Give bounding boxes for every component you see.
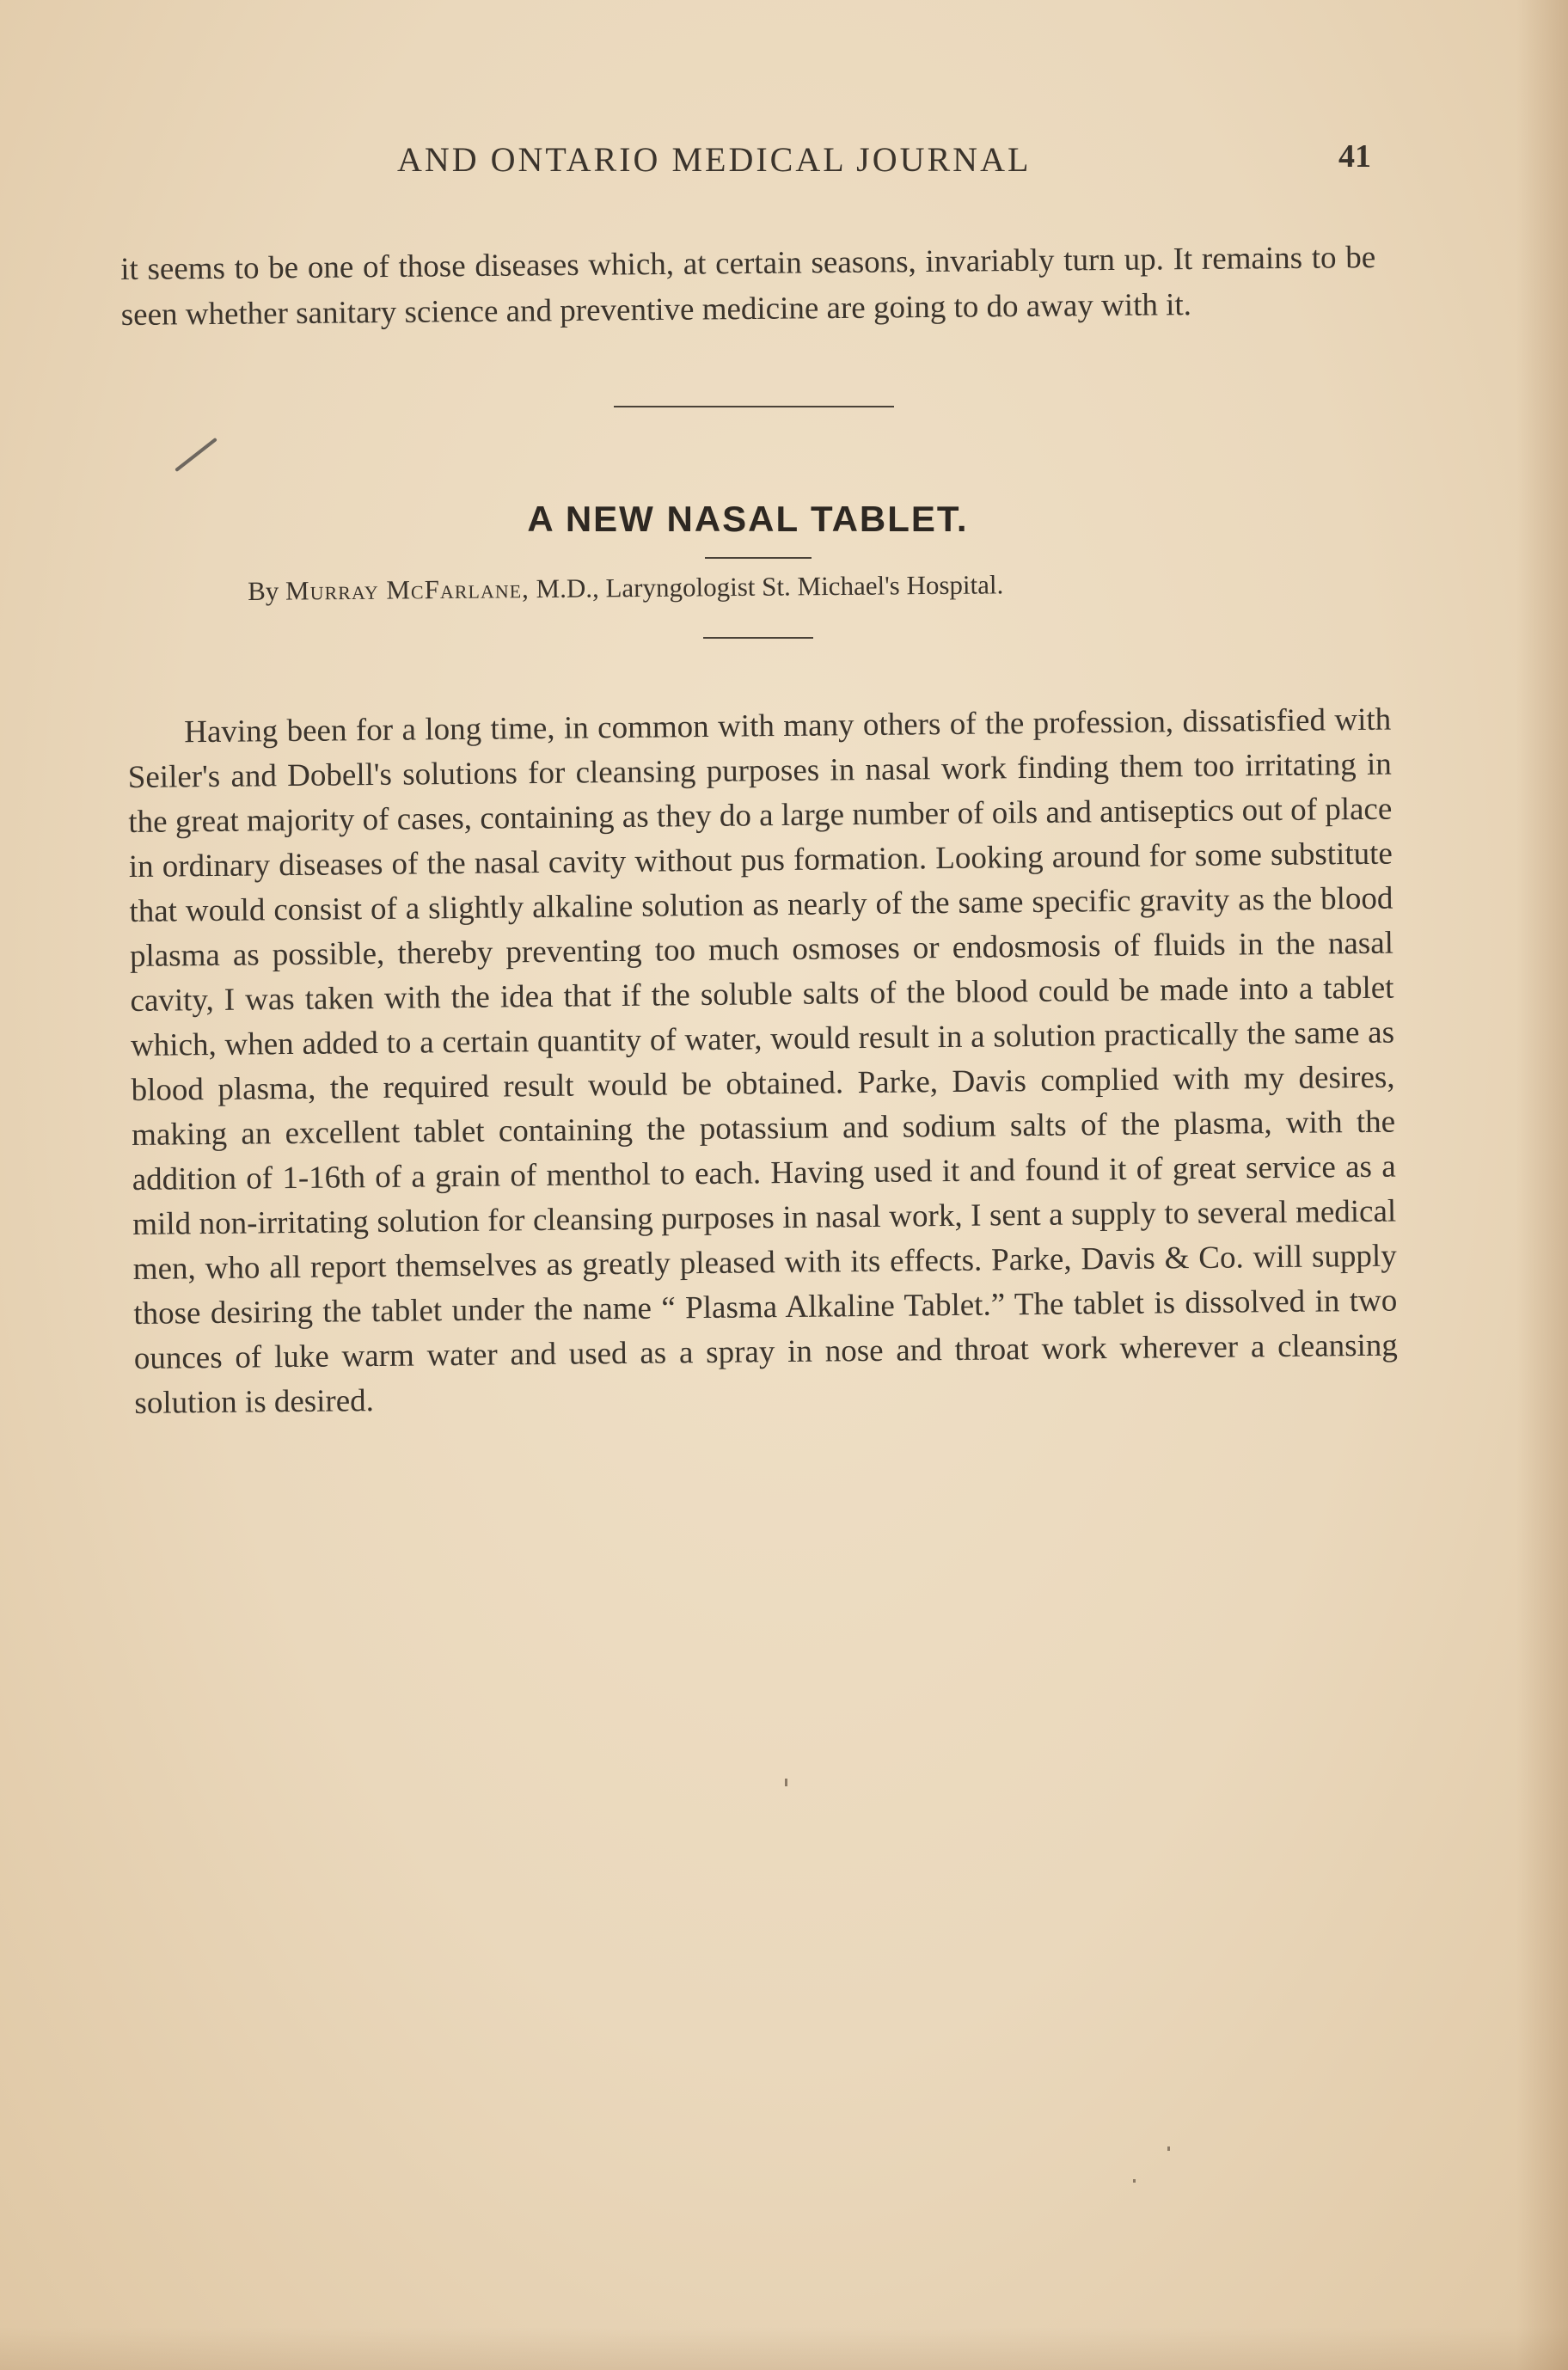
page-edge-shadow bbox=[1516, 0, 1568, 2370]
paper-speck bbox=[1133, 2179, 1136, 2183]
author-credentials: M.D., Laryngologist St. Michael's Hospital. bbox=[536, 569, 1004, 604]
page-number: 41 bbox=[1338, 138, 1371, 175]
page-bottom-shadow bbox=[0, 2327, 1568, 2370]
byline bbox=[248, 566, 1365, 607]
section-divider bbox=[614, 406, 894, 407]
title-rule bbox=[705, 557, 812, 559]
paper-speck bbox=[785, 1779, 787, 1786]
byline-prefix: By bbox=[248, 575, 279, 606]
running-head: AND ONTARIO MEDICAL JOURNAL bbox=[397, 140, 1032, 179]
byline-rule bbox=[703, 637, 813, 639]
author-name: Murray McFarlane, bbox=[285, 573, 530, 606]
article-title: A NEW NASAL TABLET. bbox=[527, 499, 969, 540]
article-body: Having been for a long time, in common with many others of the profession, dissatisfied with Seiler's and Dobell's solutions for cleansing purposes in nasal work finding them too irritating in the great majority of cases, containing as they do a large number of oils and antiseptics out of place in ordinary diseases of the nasal cavity without pus formation. Looking around for some substitute that would consist of a slightly alkaline solution as nearly of the same specific gravity as the blood plasma as possible, thereby preventing too much osmoses or endosmosis of fluids in the nasal cavity, I was taken with the idea that if the soluble salts of the blood could be made into a tablet which, when added to a certain quantity of water, would result in a solution practically the same as blood plasma, the required result would be obtained. Parke, Davis complied with my desires, making an excellent tablet containing the potassium and sodium salts of the plasma, with the addition of 1-16th of a grain of menthol to each. Having used it and found it of great service as a mild non-irritating solution for cleansing purposes in nasal work, I sent a supply to several medical men, who all report themselves as greatly pleased with its effects. Parke, Davis & Co. will supply those desiring the tablet under the name “ Plasma Alkaline Tablet.” The tablet is dissolved in two ounces of luke warm water and used as a spray in nose and throat work wherever a cleansing solution is desired. bbox=[127, 701, 1399, 1421]
pencil-check-mark bbox=[175, 438, 217, 472]
paper-speck bbox=[1167, 2146, 1170, 2151]
continued-paragraph: it seems to be one of those diseases which, at certain seasons, invariably turn up. It remains to be seen whether sanitary science and preventive medicine are going to do away with it. bbox=[120, 239, 1376, 333]
